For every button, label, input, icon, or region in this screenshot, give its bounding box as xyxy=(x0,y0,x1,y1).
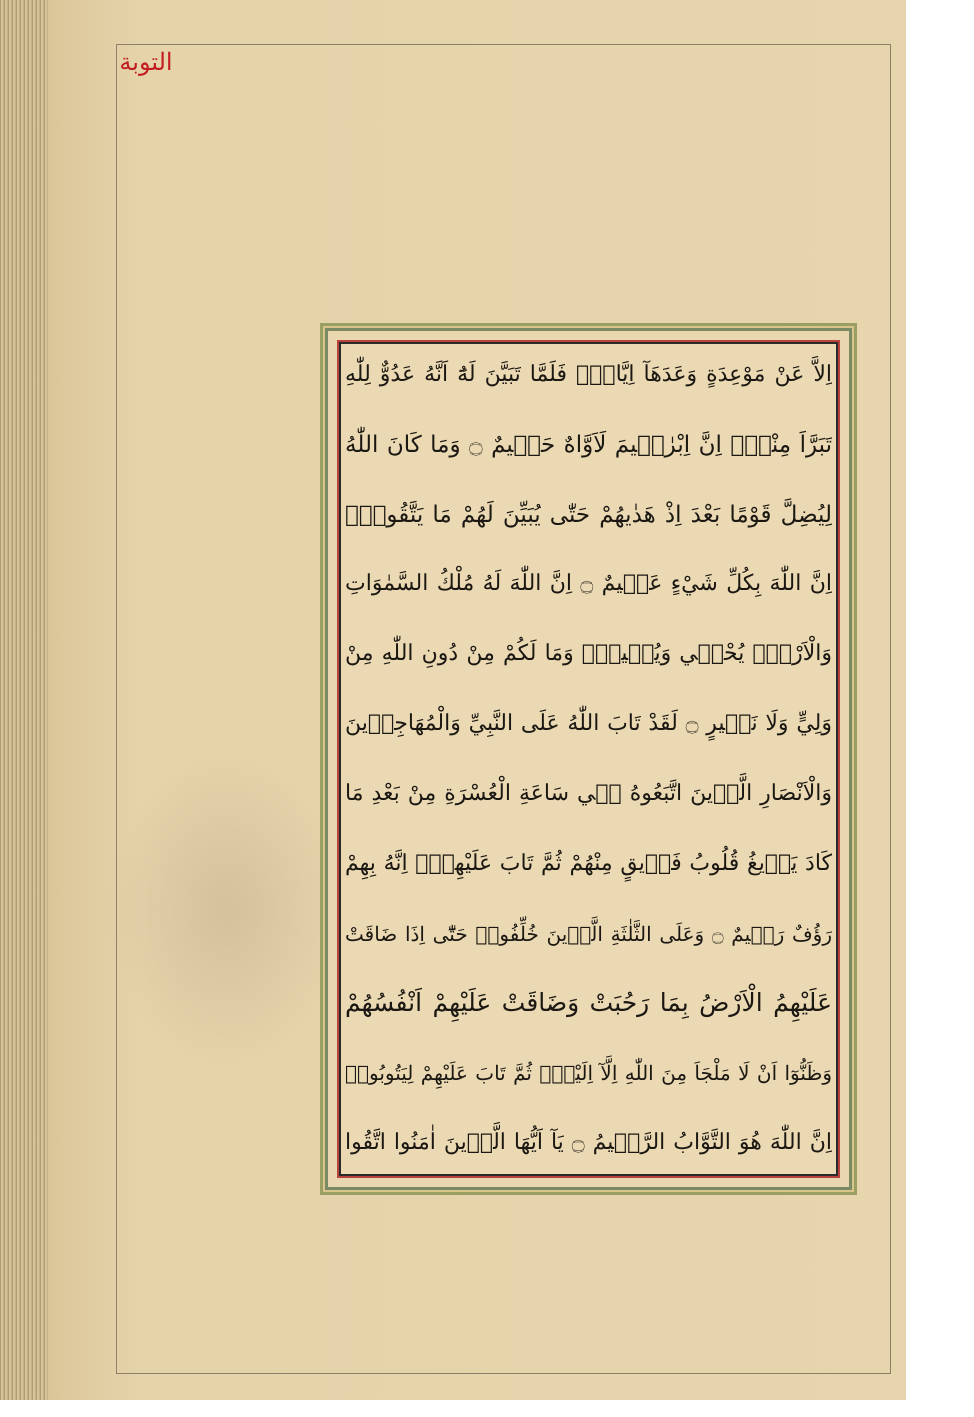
text-frame xyxy=(320,323,857,1195)
text-block xyxy=(345,346,832,1172)
verse-line-2: تَبَرَّاَ مِنْهُۜ اِنَّ اِبْرٰهٖيمَ لَاَوَّاهٌ حَلٖيمٌ ۝ وَمَا كَانَ اللّٰهُ xyxy=(345,431,832,458)
page-edges xyxy=(0,0,48,1400)
verse-line-4: اِنَّ اللّٰهَ بِكُلِّ شَيْءٍ عَلٖيمٌ ۝ اِنَّ اللّٰهَ لَهُ مُلْكُ السَّمٰوَاتِ xyxy=(345,571,832,597)
verse-line-3: لِيُضِلَّ قَوْمًا بَعْدَ اِذْ هَدٰيهُمْ حَتّٰى يُبَيِّنَ لَهُمْ مَا يَتَّقُونَۜ xyxy=(345,501,832,528)
sura-header: التوبة xyxy=(119,48,173,76)
verse-line-11: وَظَنُّوٓا اَنْ لَا مَلْجَاَ مِنَ اللّٰهِ اِلَّآ اِلَيْهِۜ ثُمَّ تَابَ عَلَيْهِمْ لِيَتُوبُواۜ xyxy=(345,1061,832,1086)
verse-line-5: وَالْاَرْضِۜ يُحْيٖي وَيُمٖيتُۜ وَمَا لَكُمْ مِنْ دُونِ اللّٰهِ مِنْ xyxy=(345,641,832,667)
verse-line-12: اِنَّ اللّٰهَ هُوَ التَّوَّابُ الرَّحٖيمُ ۝ يَآ اَيُّهَا الَّذٖينَ اٰمَنُوا اتَّقُوا xyxy=(345,1129,832,1155)
verse-line-10: عَلَيْهِمُ الْاَرْضُ بِمَا رَحُبَتْ وَضَاقَتْ عَلَيْهِمْ اَنْفُسُهُمْ xyxy=(345,988,832,1018)
verse-line-6: وَلِيٍّ وَلَا نَصٖيرٍ ۝ لَقَدْ تَابَ اللّٰهُ عَلَى النَّبِيِّ وَالْمُهَاجِرٖينَ xyxy=(345,711,832,737)
verse-line-7: وَالْاَنْصَارِ الَّذٖينَ اتَّبَعُوهُ فٖي سَاعَةِ الْعُسْرَةِ مِنْ بَعْدِ مَا xyxy=(345,780,832,806)
verse-line-9: رَؤُفٌ رَحٖيمٌ ۝ وَعَلَى الثَّلٰثَةِ الَّذٖينَ خُلِّفُواۜ حَتّٰٓى اِذَا ضَاقَتْ xyxy=(345,921,832,946)
verse-line-8: كَادَ يَزٖيغُ قُلُوبُ فَرٖيقٍ مِنْهُمْ ثُمَّ تَابَ عَلَيْهِمْۜ اِنَّهُ بِهِمْ xyxy=(345,850,832,876)
verse-line-1: اِلاَّ عَنْ مَوْعِدَةٍ وَعَدَهَآ اِيَّاهُۚ فَلَمَّا تَبَيَّنَ لَهُٓ اَنَّهُ عَدُوٌّ لِلّٰهِ xyxy=(345,362,832,387)
